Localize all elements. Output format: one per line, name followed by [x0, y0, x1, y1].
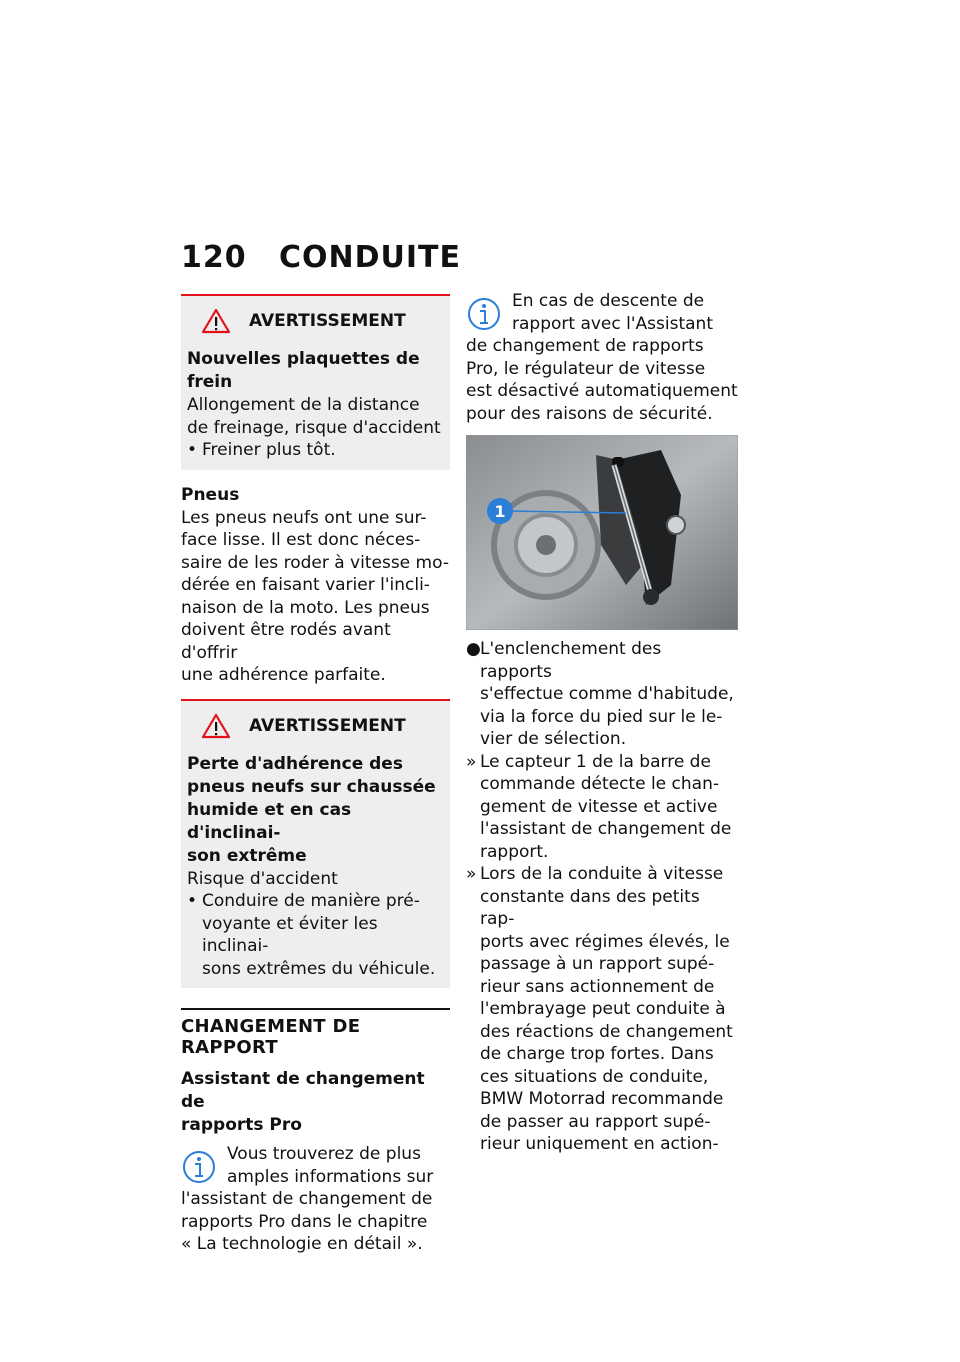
- left-column: [181, 294, 450, 1256]
- warning-title: Perte d'adhérence des pneus neufs sur chaussée humide et en cas d'inclinai- son extrême: [187, 753, 436, 866]
- section-title: Assistant de changement de rapports Pro: [181, 1069, 425, 1135]
- list-item: • Conduire de manière pré- voyante et éviter les inclinai- sons extrêmes du véhicule.: [187, 891, 436, 979]
- paragraph: Les pneus neufs ont une sur- face lisse. Il est donc néces- saire de les roder à vitesse mo- dérée en faisant varier l'incli- naison de la moto. Les pneus doivent être rodés avant d'offrir une adhérence parfaite.: [181, 507, 449, 685]
- warning-box-tires: [181, 699, 450, 989]
- list-item: » Lors de la conduite à vitesse constante dans des petits rap- ports avec régimes élevés, le passage à un rapport supé- rieur sans actionnement de l'embrayage peut conduite à des réactions de changement de charge trop fortes. Dans ces situations de conduite, BMW Motorrad recommande de passer au rapport supé- rieur uniquement en action-: [466, 864, 733, 1154]
- shift-sensor-photo: [466, 435, 738, 630]
- warning-title: Nouvelles plaquettes de frein: [187, 349, 420, 392]
- list-item: » Le capteur 1 de la barre de commande détecte le chan- gement de vitesse et active l'assistant de changement de rapport.: [466, 751, 732, 862]
- info-note: Vous trouverez de plus amples informations sur l'assistant de changement de rapports Pro dans le chapitre « La technologie en détail ».: [181, 1144, 434, 1254]
- warning-icon: [201, 713, 231, 739]
- section-heading: CHANGEMENT DE RAPPORT: [181, 1008, 450, 1058]
- warning-label: AVERTISSEMENT: [249, 311, 406, 331]
- warning-label: AVERTISSEMENT: [249, 715, 406, 736]
- list-item: ● L'enclenchement des rapports s'effectue comme d'habitude, via la force du pied sur le le- vier de sélection.: [466, 639, 734, 749]
- page-number: 120: [181, 240, 247, 275]
- warning-body: Allongement de la distance de freinage, risque d'accident: [187, 395, 441, 438]
- page-header: [181, 240, 461, 275]
- info-icon: [181, 1149, 217, 1185]
- info-note: En cas de descente de rapport avec l'Assistant de changement de rapports Pro, le régulateur de vitesse est désactivé automatiquement pour des raisons de sécurité.: [466, 291, 738, 424]
- chapter-title: CONDUITE: [279, 240, 462, 275]
- warning-icon: [201, 308, 231, 334]
- warning-body: Risque d'accident: [187, 868, 338, 889]
- photo-callout: 1: [494, 502, 506, 521]
- info-icon: [466, 296, 502, 332]
- right-column: [466, 291, 738, 1156]
- list-item: • Freiner plus tôt.: [187, 440, 336, 460]
- warning-box-brakes: [181, 294, 450, 470]
- section-title: Pneus: [181, 484, 240, 505]
- tires-section: [181, 484, 450, 687]
